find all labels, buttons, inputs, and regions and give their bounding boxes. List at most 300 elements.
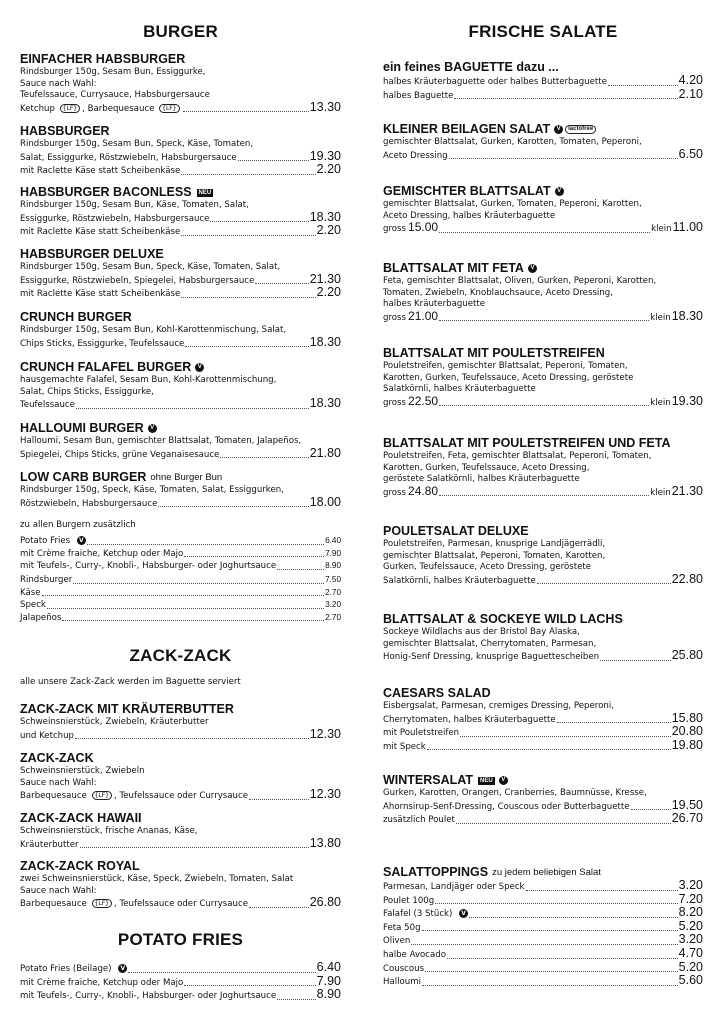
line-text: mit Teufels-, Curry-, Knobli-, Habsburger- oder Joghurtsauce — [20, 561, 277, 572]
menu-line — [383, 650, 703, 664]
section-title: ZACK-ZACK — [129, 646, 232, 665]
section-title: FRISCHE SALATE — [468, 22, 618, 41]
menu-line — [20, 200, 341, 212]
line-text: Pouletstreifen, Feta, gemischter Blattsalat, Peperoni, Tomaten, — [383, 451, 652, 461]
item-title — [20, 52, 341, 67]
large-price: 24.80 — [408, 483, 439, 498]
menu-line — [20, 67, 341, 79]
line-text: Rindsburger 150g, Sesam Bun, Speck, Käse, Tomaten, Salat, — [20, 262, 281, 272]
menu-line — [383, 463, 703, 475]
section-header-block — [20, 930, 341, 950]
menu-line — [20, 325, 341, 337]
section-title: BURGER — [143, 22, 218, 41]
dot-leader — [210, 221, 308, 222]
dot-leader — [557, 722, 671, 723]
menu-line — [383, 551, 703, 563]
item-name: CAESARS SALAD — [383, 686, 491, 700]
line-text: Feta 50g — [383, 922, 421, 933]
dot-leader — [181, 174, 315, 175]
line-text: Tomaten, Zwiebeln, Knoblauchsauce, Aceto Dressing, — [383, 287, 613, 298]
line-text: geröstete Salatkörnli, halbes Kräuterbaguette — [383, 474, 580, 485]
menu-line — [20, 262, 341, 274]
price: 7.20 — [678, 891, 703, 906]
line-text: Essiggurke, Röstzwiebeln, Habsburgersauce — [20, 213, 210, 224]
menu-line — [20, 973, 341, 990]
price: 8.90 — [316, 987, 341, 1002]
line-text: Käse — [20, 587, 41, 598]
price: 7.50 — [325, 575, 341, 584]
price: 12.30 — [309, 787, 341, 802]
menu-line — [383, 813, 703, 827]
item-title — [383, 261, 703, 276]
vegetarian-icon: V — [148, 424, 157, 433]
lactofree-badge: {LF} — [92, 791, 112, 800]
menu-block — [20, 520, 341, 531]
price: 13.30 — [309, 99, 341, 114]
price: 5.20 — [678, 959, 703, 974]
menu-line — [20, 897, 341, 911]
menu-line — [383, 710, 703, 727]
dot-leader — [600, 660, 671, 661]
line-text: zusätzlich Poulet — [383, 815, 455, 826]
menu-line — [383, 737, 703, 754]
item-title — [383, 686, 703, 701]
line-text: Cherrytomaten, halbes Kräuterbaguette — [383, 714, 556, 725]
line-text: Sauce nach Wahl: — [20, 885, 97, 896]
line-text: Salat, Essiggurke, Röstzwiebeln, Habsburgersauce — [20, 152, 237, 163]
dot-leader — [42, 595, 325, 596]
menu-block — [383, 346, 703, 409]
item-name: CRUNCH BURGER — [20, 310, 132, 324]
menu-line — [383, 797, 703, 814]
line-text: Schweinsnierstück, Zwiebeln, Kräuterbutter — [20, 717, 209, 727]
dot-leader — [439, 405, 649, 406]
price: 11.00 — [672, 220, 703, 235]
price: 8.90 — [325, 561, 341, 571]
menu-line — [20, 445, 341, 462]
dot-leader — [439, 232, 650, 233]
menu-line — [383, 562, 703, 574]
line-text: Röstzwiebeln, Habsburgersauce — [20, 498, 158, 509]
dot-leader — [631, 809, 671, 810]
line-text: und Ketchup — [20, 730, 75, 741]
item-title — [20, 421, 341, 436]
price: 21.30 — [671, 483, 703, 498]
line-text: Potato Fries (Beilage) V — [20, 964, 127, 976]
vegetarian-icon: V — [118, 964, 127, 973]
dot-leader — [158, 506, 308, 507]
menu-line — [383, 571, 703, 588]
line-text: Salat, Chips Sticks, Essiggurke, — [20, 386, 154, 397]
item-title — [20, 310, 341, 325]
line-text: Couscous — [383, 963, 425, 974]
menu-line — [20, 398, 341, 412]
dot-leader — [277, 999, 316, 1000]
line-text: halbes Baguette — [383, 90, 454, 101]
line-text: Aceto Dressing — [383, 150, 448, 161]
dot-leader — [469, 917, 678, 918]
item-title — [20, 702, 341, 717]
small-size-label: klein — [651, 224, 672, 235]
dot-leader — [249, 907, 309, 908]
line-text: gross — [383, 224, 407, 235]
item-name: POULETSALAT DELUXE — [383, 524, 529, 538]
line-text: mit Pouletstreifen — [383, 728, 460, 739]
menu-block — [383, 436, 703, 499]
dot-leader — [249, 799, 309, 800]
dot-leader — [47, 608, 324, 609]
menu-line — [383, 137, 703, 149]
line-text: mit Raclette Käse statt Scheibenkäse — [20, 289, 181, 300]
price: 2.70 — [325, 587, 341, 597]
menu-line — [383, 393, 703, 410]
price: 3.20 — [678, 932, 703, 947]
price: 8.20 — [678, 905, 703, 920]
price: 26.80 — [309, 895, 341, 910]
menu-block — [20, 360, 341, 412]
item-title — [20, 751, 341, 766]
line-text: Falafel (3 Stück) V — [383, 909, 468, 921]
line-text: halbe Avocado — [383, 949, 446, 960]
line-text: mit Speck — [383, 741, 426, 752]
menu-line — [20, 874, 341, 886]
menu-line — [383, 288, 703, 300]
line-text: Potato Fries V — [20, 536, 86, 548]
menu-line — [383, 788, 703, 800]
price: 6.40 — [316, 960, 341, 974]
section-title: POTATO FRIES — [117, 930, 244, 949]
menu-line — [20, 209, 341, 226]
line-text: gross — [383, 397, 407, 408]
price: 18.00 — [309, 494, 341, 509]
dot-leader — [76, 408, 309, 409]
price: 19.30 — [671, 393, 703, 408]
menu-line — [20, 90, 341, 102]
dot-leader — [411, 944, 677, 945]
menu-line — [20, 835, 341, 852]
price: 5.60 — [678, 973, 703, 988]
line-text: Teufelssauce, Currysauce, Habsburgersauce — [20, 90, 210, 101]
dot-leader — [422, 985, 678, 986]
line-text: mit Teufels-, Curry-, Knobli-, Habsburger- oder Joghurtsauce — [20, 991, 277, 1002]
item-name: CRUNCH FALAFEL BURGER — [20, 360, 192, 374]
line-text: Pouletstreifen, gemischter Blattsalat, Peperoni, Tomaten, — [383, 361, 628, 371]
section-header-block — [383, 22, 703, 42]
large-price: 22.50 — [408, 393, 439, 408]
vegetarian-icon: V — [528, 264, 537, 273]
lactofree-badge: {LF} — [159, 104, 179, 113]
item-name: ZACK-ZACK MIT KRÄUTERBUTTER — [20, 702, 234, 716]
item-title — [383, 60, 703, 75]
line-text: Chips Sticks, Essiggurke, Teufelssauce — [20, 338, 185, 349]
line-text: Sauce nach Wahl: — [20, 777, 97, 788]
line-text: Eisbergsalat, Parmesan, cremiges Dressing, Peperoni, — [383, 701, 614, 711]
menu-line — [20, 717, 341, 729]
menu-line — [383, 199, 703, 211]
menu-line — [20, 726, 341, 743]
item-title — [20, 859, 341, 874]
line-text: Oliven — [383, 936, 411, 947]
new-badge: NEU — [480, 777, 493, 784]
price: 2.20 — [316, 223, 341, 238]
menu-block — [20, 310, 341, 350]
line-text: Rindsburger 150g, Speck, Käse, Tomaten, Salat, Essiggurken, — [20, 485, 284, 495]
price: 21.80 — [309, 445, 341, 460]
item-title — [383, 524, 703, 539]
menu-line — [20, 139, 341, 151]
line-text: Ketchup {LF} , Barbequesauce {LF} — [20, 104, 182, 116]
item-title — [20, 247, 341, 262]
price: 6.50 — [678, 146, 703, 161]
line-text: halbes Kräuterbaguette — [383, 299, 486, 310]
menu-line — [20, 225, 341, 239]
price: 18.30 — [671, 308, 703, 323]
small-size-label: klein — [650, 487, 671, 498]
price: 6.40 — [325, 536, 341, 545]
menu-block — [20, 811, 341, 851]
line-text: Teufelssauce — [20, 400, 75, 411]
item-title — [383, 612, 703, 627]
menu-line — [383, 373, 703, 385]
line-text: Rindsburger 150g, Sesam Bun, Kohl-Karottenmischung, Salat, — [20, 325, 287, 335]
vegetarian-icon: V — [77, 536, 86, 545]
line-text: Gurken, Karotten, Orangen, Cranberries, Baumnüsse, Kresse, — [383, 788, 647, 798]
item-name: HABSBURGER BACONLESS — [20, 185, 192, 199]
price: 26.70 — [671, 811, 703, 826]
line-text: Karotten, Gurken, Teufelssauce, Aceto Dressing, — [383, 462, 590, 473]
dot-leader — [73, 583, 324, 584]
line-text: gemischter Blattsalat, Cherrytomaten, Parmesan, — [383, 638, 597, 649]
line-text: Schweinsnierstück, Zwiebeln — [20, 766, 145, 776]
dot-leader — [447, 958, 678, 959]
menu-block — [20, 470, 341, 510]
dot-leader — [454, 98, 677, 99]
note-text: alle unsere Zack-Zack werden im Baguette serviert — [20, 677, 241, 687]
item-title-suffix: ohne Burger Bun — [150, 472, 223, 483]
line-text: gross — [383, 487, 407, 498]
menu-line — [383, 918, 703, 935]
price: 4.20 — [678, 73, 703, 87]
menu-line — [20, 436, 341, 448]
line-text: gemischter Blattsalat, Gurken, Tomaten, Peperoni, Karotten, — [383, 199, 642, 209]
menu-block — [383, 612, 703, 664]
line-text: Rindsburger 150g, Sesam Bun, Essiggurke, — [20, 67, 206, 77]
price: 21.30 — [309, 271, 341, 286]
menu-line — [20, 587, 341, 600]
item-title — [383, 773, 703, 788]
line-text: Sauce nach Wahl: — [20, 78, 97, 89]
dot-leader — [75, 738, 309, 739]
menu-line — [383, 308, 703, 325]
section-header-block — [20, 22, 341, 42]
item-title — [20, 470, 341, 485]
section-header-block — [20, 646, 341, 666]
vegetarian-icon: V — [555, 187, 564, 196]
note-text: zu allen Burgern zusätzlich — [20, 520, 136, 530]
dot-leader — [526, 890, 678, 891]
menu-line — [383, 627, 703, 639]
menu-line — [383, 222, 703, 236]
price: 5.20 — [678, 918, 703, 933]
dot-leader — [181, 235, 315, 236]
line-text: Essiggurke, Röstzwiebeln, Spiegelei, Habsburgersauce — [20, 275, 255, 286]
item-name: KLEINER BEILAGEN SALAT — [383, 122, 551, 136]
line-text: Spiegelei, Chips Sticks, grüne Veganaisesauce — [20, 449, 220, 460]
menu-line — [20, 79, 341, 91]
line-text: gemischter Blattsalat, Peperoni, Tomaten, Karotten, — [383, 550, 606, 561]
menu-line — [20, 766, 341, 778]
menu-block — [383, 865, 703, 989]
menu-block — [20, 535, 341, 573]
menu-block — [20, 751, 341, 803]
dot-leader — [427, 749, 671, 750]
item-name: HABSBURGER DELUXE — [20, 247, 164, 261]
menu-line — [383, 75, 703, 89]
line-text: mit Crème fraiche, Ketchup oder Majo — [20, 977, 184, 988]
menu-line — [20, 612, 341, 625]
line-text: Ahornsirup-Senf-Dressing, Couscous oder Butterbaguette — [383, 801, 630, 812]
menu-line — [20, 287, 341, 301]
line-text: Poulet 100g — [383, 895, 435, 906]
menu-block — [20, 859, 341, 911]
dot-leader — [460, 736, 671, 737]
dot-leader — [185, 346, 308, 347]
menu-block — [383, 686, 703, 753]
menu-line — [20, 789, 341, 803]
price: 22.80 — [671, 571, 703, 586]
menu-line — [383, 451, 703, 463]
menu-line — [383, 880, 703, 894]
dot-leader — [435, 903, 677, 904]
line-text: gemischter Blattsalat, Gurken, Karotten, Tomaten, Peperoni, — [383, 137, 642, 147]
menu-line — [383, 959, 703, 976]
item-name: HALLOUMI BURGER — [20, 421, 144, 435]
line-text: Salatkörnli, halbes Kräuterbaguette — [383, 384, 536, 395]
item-name: BLATTSALAT MIT FETA — [383, 261, 524, 275]
item-name: ein feines BAGUETTE dazu ... — [383, 60, 559, 74]
price: 13.80 — [309, 835, 341, 850]
dot-leader — [439, 320, 649, 321]
vegetarian-icon: V — [554, 125, 563, 134]
large-price: 15.00 — [408, 220, 439, 235]
line-text: Aceto Dressing, halbes Kräuterbaguette — [383, 210, 556, 221]
menu-block — [383, 60, 703, 102]
line-text: mit Raclette Käse statt Scheibenkäse — [20, 227, 181, 238]
menu-line — [20, 962, 341, 976]
menu-block — [383, 261, 703, 324]
menu-line — [383, 639, 703, 651]
line-text: Salatkörnli, halbes Kräuterbaguette — [383, 575, 536, 586]
menu-line — [20, 387, 341, 399]
line-text: Speck — [20, 600, 46, 611]
item-name: BLATTSALAT MIT POULETSTREIFEN — [383, 346, 605, 360]
line-text: Schweinsnierstück, frische Ananas, Käse, — [20, 826, 198, 836]
item-title — [20, 185, 341, 200]
price: 18.30 — [309, 396, 341, 411]
vegetarian-icon: V — [499, 776, 508, 785]
menu-block — [20, 52, 341, 115]
dot-leader — [128, 972, 315, 973]
item-name: WINTERSALAT — [383, 773, 474, 787]
dot-leader — [449, 158, 678, 159]
menu-line — [20, 271, 341, 288]
item-name: BLATTSALAT MIT POULETSTREIFEN UND FETA — [383, 436, 671, 450]
line-text: mit Crème fraiche, Ketchup oder Majo — [20, 548, 184, 559]
dot-leader — [238, 160, 309, 161]
price: 7.90 — [316, 973, 341, 988]
price: 3.20 — [325, 600, 341, 610]
price: 2.20 — [316, 162, 341, 177]
small-size-label: klein — [650, 397, 671, 408]
price: 19.30 — [309, 148, 341, 163]
item-name: GEMISCHTER BLATTSALAT — [383, 184, 551, 198]
item-name: EINFACHER HABSBURGER — [20, 52, 186, 66]
item-name: HABSBURGER — [20, 124, 110, 138]
line-text: Rindsburger 150g, Sesam Bun, Käse, Tomaten, Salat, — [20, 200, 249, 210]
line-text: Feta, gemischter Blattsalat, Oliven, Gurken, Peperoni, Karotten, — [383, 276, 657, 286]
menu-line — [383, 539, 703, 551]
new-badge: NEU — [198, 189, 212, 196]
item-name: ZACK-ZACK ROYAL — [20, 859, 140, 873]
vegetarian-icon: V — [195, 363, 204, 372]
dot-leader — [422, 930, 678, 931]
line-text: Pouletstreifen, Parmesan, knusprige Landjägerrädli, — [383, 539, 606, 549]
price: 2.10 — [678, 86, 703, 101]
menu-block — [20, 677, 341, 688]
dot-leader — [537, 583, 671, 584]
line-text: Barbequesauce {LF} , Teufelssauce oder Currysauce — [20, 899, 249, 910]
menu-line — [20, 535, 341, 548]
menu-block — [20, 962, 341, 1003]
menu-line — [20, 548, 341, 561]
menu-line — [383, 146, 703, 163]
large-price: 21.00 — [408, 308, 439, 323]
item-name: BLATTSALAT & SOCKEYE WILD LACHS — [383, 612, 623, 626]
line-text: gross — [383, 312, 407, 323]
item-title-suffix: zu jedem beliebigen Salat — [492, 867, 601, 878]
menu-line — [20, 826, 341, 838]
item-title — [383, 122, 703, 137]
menu-block — [20, 247, 341, 301]
menu-line — [20, 599, 341, 612]
menu-block — [20, 185, 341, 239]
dot-leader — [439, 495, 649, 496]
line-text: Jalapeños — [20, 612, 62, 623]
menu-line — [383, 361, 703, 373]
menu-line — [383, 891, 703, 908]
dot-leader — [456, 823, 671, 824]
price: 2.20 — [316, 285, 341, 300]
lactofree-badge: lactofree — [565, 125, 596, 134]
menu-line — [383, 276, 703, 288]
line-text: Rindsburger 150g, Sesam Bun, Speck, Käse, Tomaten, — [20, 139, 254, 149]
menu-block — [383, 184, 703, 236]
item-title — [383, 436, 703, 451]
price: 2.70 — [325, 612, 341, 622]
menu-block — [20, 702, 341, 742]
menu-line — [20, 148, 341, 165]
price: 7.90 — [325, 548, 341, 558]
line-text: Halloumi, Sesam Bun, gemischter Blattsalat, Tomaten, Jalapeños, — [20, 436, 302, 446]
lactofree-badge: {LF} — [60, 104, 80, 113]
menu-line — [383, 726, 703, 740]
line-text: Halloumi — [383, 977, 421, 988]
lactofree-badge: {LF} — [92, 899, 112, 908]
item-name: SALATTOPPINGS — [383, 865, 489, 879]
menu-line — [20, 485, 341, 497]
menu-block — [383, 773, 703, 827]
item-title — [20, 811, 341, 826]
